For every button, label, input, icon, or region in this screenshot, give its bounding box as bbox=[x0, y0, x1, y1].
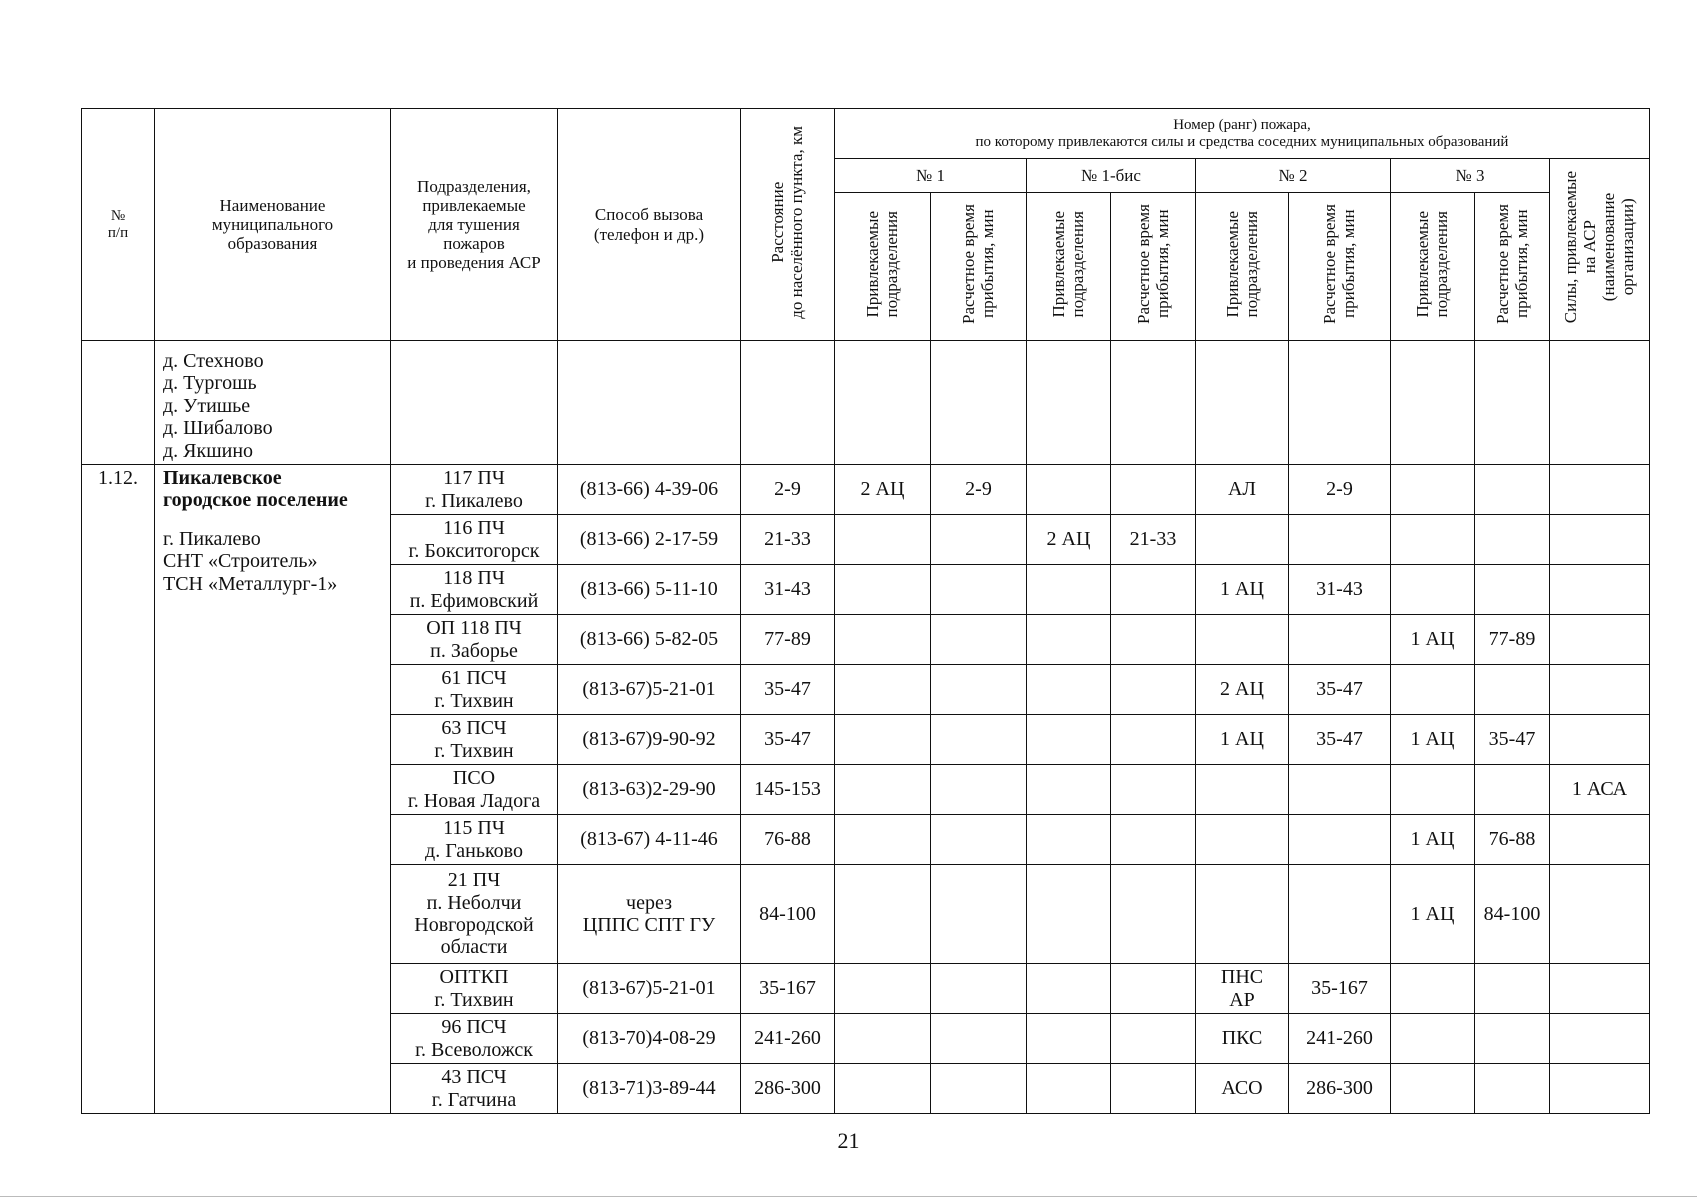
cell-dist: 35-167 bbox=[741, 964, 835, 1014]
cell-unit: 61 ПСЧ г. Тихвин bbox=[391, 665, 558, 715]
cell-r3u bbox=[1391, 1014, 1475, 1064]
cell-r2t bbox=[1289, 815, 1391, 865]
cell-r3u bbox=[1391, 964, 1475, 1014]
cell-r1bu: 2 АЦ bbox=[1027, 515, 1111, 565]
header-number: № п/п bbox=[82, 109, 155, 341]
header-rank2-time-label: Расчетное время прибытия, мин bbox=[1320, 204, 1359, 325]
cell-asr bbox=[1550, 1064, 1650, 1114]
cell-call: (813-67)5-21-01 bbox=[558, 964, 741, 1014]
cell-r1u bbox=[835, 665, 931, 715]
cell-r3u bbox=[1391, 665, 1475, 715]
cell-r3u: 1 АЦ bbox=[1391, 815, 1475, 865]
cell-call: (813-67)5-21-01 bbox=[558, 665, 741, 715]
cell-r3t bbox=[1475, 465, 1550, 515]
cell-r1u bbox=[835, 765, 931, 815]
table-row bbox=[82, 465, 1650, 515]
cell-asr bbox=[1550, 815, 1650, 865]
cell-r1u bbox=[835, 964, 931, 1014]
cell-r1u bbox=[835, 865, 931, 964]
cell-r1bt bbox=[1111, 665, 1196, 715]
cell-dist: 76-88 bbox=[741, 815, 835, 865]
cell-call: (813-67) 4-11-46 bbox=[558, 815, 741, 865]
cell-r1bu bbox=[1027, 964, 1111, 1014]
cell-r1bt bbox=[1111, 1014, 1196, 1064]
header-rank1-units-label: Привлекаемые подразделения bbox=[863, 210, 902, 318]
entry-municipality bbox=[155, 465, 391, 1114]
header-rank1bis-units bbox=[1027, 193, 1111, 341]
cell-r1u bbox=[835, 565, 931, 615]
header-rank1bis-units-label: Привлекаемые подразделения bbox=[1049, 210, 1088, 318]
cell-dist: 31-43 bbox=[741, 565, 835, 615]
cell-r1t bbox=[931, 1064, 1027, 1114]
cell-r2u bbox=[1196, 765, 1289, 815]
cell-dist: 35-47 bbox=[741, 665, 835, 715]
cell-r1bt bbox=[1111, 964, 1196, 1014]
continuation-number-cell bbox=[82, 341, 155, 465]
cell-unit: ОП 118 ПЧ п. Заборье bbox=[391, 615, 558, 665]
cell-r3u bbox=[1391, 515, 1475, 565]
cell-asr bbox=[1550, 865, 1650, 964]
cell-r1bt bbox=[1111, 865, 1196, 964]
cell-r3t bbox=[1475, 565, 1550, 615]
cell-r1bt bbox=[1111, 815, 1196, 865]
cell-r2t bbox=[1289, 615, 1391, 665]
cell-r1t bbox=[931, 565, 1027, 615]
header-rank3-time bbox=[1475, 193, 1550, 341]
cell-asr bbox=[1550, 665, 1650, 715]
cell-r2u: 1 АЦ bbox=[1196, 715, 1289, 765]
cell-r1u bbox=[835, 1064, 931, 1114]
table-body bbox=[82, 341, 1650, 1114]
cell-r3t bbox=[1475, 515, 1550, 565]
cell-r1bt bbox=[1111, 765, 1196, 815]
cell-r1bu bbox=[1027, 1014, 1111, 1064]
cell-r3t: 35-47 bbox=[1475, 715, 1550, 765]
cell-r2u: ПКС bbox=[1196, 1014, 1289, 1064]
continuation-settlements: д. Стехново д. Тургошь д. Утишье д. Шибалово д. Якшино bbox=[155, 341, 391, 465]
header-rank3-units-label: Привлекаемые подразделения bbox=[1413, 210, 1452, 318]
cell-r2t bbox=[1289, 765, 1391, 815]
cell-unit: 117 ПЧ г. Пикалево bbox=[391, 465, 558, 515]
cell-asr bbox=[1550, 1014, 1650, 1064]
cell-r1bt: 21-33 bbox=[1111, 515, 1196, 565]
header-rank2-units bbox=[1196, 193, 1289, 341]
cell-r1bt bbox=[1111, 465, 1196, 515]
cell-dist: 241-260 bbox=[741, 1014, 835, 1064]
cell-r2u: АСО bbox=[1196, 1064, 1289, 1114]
header-call-method: Способ вызова (телефон и др.) bbox=[558, 109, 741, 341]
page-number: 21 bbox=[837, 1128, 860, 1153]
cell-r1u bbox=[835, 615, 931, 665]
cell-r3u bbox=[1391, 765, 1475, 815]
cell-r2t: 31-43 bbox=[1289, 565, 1391, 615]
header-rank1-time bbox=[931, 193, 1027, 341]
scan-edge-bottom bbox=[0, 1196, 1697, 1197]
cell-unit: 115 ПЧ д. Ганьково bbox=[391, 815, 558, 865]
continuation-row bbox=[82, 341, 1650, 465]
cell-asr bbox=[1550, 964, 1650, 1014]
cell-r1bu bbox=[1027, 565, 1111, 615]
cell-r2u bbox=[1196, 615, 1289, 665]
cell-unit: 21 ПЧ п. Неболчи Новгородской области bbox=[391, 865, 558, 964]
cell-r2t bbox=[1289, 515, 1391, 565]
cell-r2t: 35-167 bbox=[1289, 964, 1391, 1014]
header-municipality: Наименование муниципального образования bbox=[155, 109, 391, 341]
municipality-name: Пикалевское городское поселение bbox=[163, 467, 348, 512]
cell-r3u bbox=[1391, 565, 1475, 615]
municipality-localities: г. Пикалево СНТ «Строитель» ТСН «Металлург-1» bbox=[163, 527, 338, 595]
cell-r3t bbox=[1475, 1014, 1550, 1064]
cell-r3u: 1 АЦ bbox=[1391, 715, 1475, 765]
cell-r3u bbox=[1391, 1064, 1475, 1114]
cell-r1t bbox=[931, 665, 1027, 715]
cell-dist: 286-300 bbox=[741, 1064, 835, 1114]
cell-r2u: ПНС АР bbox=[1196, 964, 1289, 1014]
cell-dist: 35-47 bbox=[741, 715, 835, 765]
cell-call: (813-70)4-08-29 bbox=[558, 1014, 741, 1064]
cell-r1bt bbox=[1111, 615, 1196, 665]
cell-dist: 84-100 bbox=[741, 865, 835, 964]
entry-number: 1.12. bbox=[82, 465, 155, 1114]
cell-r2t: 2-9 bbox=[1289, 465, 1391, 515]
cell-r2u bbox=[1196, 865, 1289, 964]
header-rank-1: № 1 bbox=[835, 159, 1027, 193]
cell-call: (813-63)2-29-90 bbox=[558, 765, 741, 815]
cell-call: (813-71)3-89-44 bbox=[558, 1064, 741, 1114]
header-rank1bis-time bbox=[1111, 193, 1196, 341]
cell-r1bu bbox=[1027, 1064, 1111, 1114]
cell-r1u: 2 АЦ bbox=[835, 465, 931, 515]
cell-unit: 116 ПЧ г. Бокситогорск bbox=[391, 515, 558, 565]
cell-asr bbox=[1550, 715, 1650, 765]
cell-r1bu bbox=[1027, 665, 1111, 715]
cell-r3u: 1 АЦ bbox=[1391, 865, 1475, 964]
cell-r1u bbox=[835, 815, 931, 865]
cell-unit: 96 ПСЧ г. Всеволожск bbox=[391, 1014, 558, 1064]
cell-r3t bbox=[1475, 1064, 1550, 1114]
cell-r2u bbox=[1196, 515, 1289, 565]
cell-r1t: 2-9 bbox=[931, 465, 1027, 515]
cell-r2t: 35-47 bbox=[1289, 665, 1391, 715]
cell-r1t bbox=[931, 515, 1027, 565]
header-rank2-units-label: Привлекаемые подразделения bbox=[1222, 210, 1261, 318]
cell-r1t bbox=[931, 1014, 1027, 1064]
header-rank1bis-time-label: Расчетное время прибытия, мин bbox=[1133, 204, 1172, 325]
cell-asr bbox=[1550, 615, 1650, 665]
cell-r2u bbox=[1196, 815, 1289, 865]
header-rank3-units bbox=[1391, 193, 1475, 341]
header-asr-forces bbox=[1550, 159, 1650, 341]
cell-r1t bbox=[931, 615, 1027, 665]
cell-r1t bbox=[931, 865, 1027, 964]
cell-r2t: 286-300 bbox=[1289, 1064, 1391, 1114]
fire-forces-table-sheet bbox=[81, 108, 1650, 1114]
cell-asr: 1 АСА bbox=[1550, 765, 1650, 815]
cell-dist: 145-153 bbox=[741, 765, 835, 815]
cell-asr bbox=[1550, 515, 1650, 565]
fire-forces-table bbox=[81, 108, 1650, 1114]
header-rank1-units bbox=[835, 193, 931, 341]
cell-r1bt bbox=[1111, 715, 1196, 765]
cell-dist: 2-9 bbox=[741, 465, 835, 515]
cell-r2u: АЛ bbox=[1196, 465, 1289, 515]
cell-r2u: 1 АЦ bbox=[1196, 565, 1289, 615]
header-distance-label: Расстояние до населённого пункта, км bbox=[768, 125, 807, 319]
cell-call: (813-67)9-90-92 bbox=[558, 715, 741, 765]
cell-r1bu bbox=[1027, 865, 1111, 964]
cell-r1bu bbox=[1027, 715, 1111, 765]
cell-r3t: 76-88 bbox=[1475, 815, 1550, 865]
cell-asr bbox=[1550, 465, 1650, 515]
cell-r3u bbox=[1391, 465, 1475, 515]
header-rank2-time bbox=[1289, 193, 1391, 341]
cell-call: (813-66) 2-17-59 bbox=[558, 515, 741, 565]
cell-r1bu bbox=[1027, 615, 1111, 665]
cell-r2t: 241-260 bbox=[1289, 1014, 1391, 1064]
cell-call: (813-66) 5-82-05 bbox=[558, 615, 741, 665]
cell-unit: ПСО г. Новая Ладога bbox=[391, 765, 558, 815]
cell-unit: 63 ПСЧ г. Тихвин bbox=[391, 715, 558, 765]
header-rank3-time-label: Расчетное время прибытия, мин bbox=[1492, 204, 1531, 325]
cell-unit: ОПТКП г. Тихвин bbox=[391, 964, 558, 1014]
header-units: Подразделения, привлекаемые для тушения пожаров и проведения АСР bbox=[391, 109, 558, 341]
cell-r1t bbox=[931, 715, 1027, 765]
header-fire-rank: Номер (ранг) пожара, по которому привлекаются силы и средства соседних муниципальных образований bbox=[835, 109, 1650, 159]
cell-r1bu bbox=[1027, 765, 1111, 815]
header-asr-forces-label: Силы, привлекаемые на АСР (наименование организации) bbox=[1561, 170, 1638, 324]
header-rank-2: № 2 bbox=[1196, 159, 1391, 193]
cell-call: (813-66) 5-11-10 bbox=[558, 565, 741, 615]
cell-r1u bbox=[835, 515, 931, 565]
cell-r1u bbox=[835, 1014, 931, 1064]
cell-r1bt bbox=[1111, 565, 1196, 615]
cell-r1bu bbox=[1027, 815, 1111, 865]
cell-unit: 118 ПЧ п. Ефимовский bbox=[391, 565, 558, 615]
cell-r3t bbox=[1475, 765, 1550, 815]
cell-r2t: 35-47 bbox=[1289, 715, 1391, 765]
header-rank1-time-label: Расчетное время прибытия, мин bbox=[959, 204, 998, 325]
cell-dist: 21-33 bbox=[741, 515, 835, 565]
cell-call: (813-66) 4-39-06 bbox=[558, 465, 741, 515]
cell-r3t bbox=[1475, 665, 1550, 715]
cell-r2t bbox=[1289, 865, 1391, 964]
cell-r3t bbox=[1475, 964, 1550, 1014]
cell-r1bu bbox=[1027, 465, 1111, 515]
cell-r1t bbox=[931, 765, 1027, 815]
cell-r3t: 84-100 bbox=[1475, 865, 1550, 964]
cell-r1bt bbox=[1111, 1064, 1196, 1114]
header-distance bbox=[741, 109, 835, 341]
header-rank-1bis: № 1-бис bbox=[1027, 159, 1196, 193]
cell-dist: 77-89 bbox=[741, 615, 835, 665]
cell-r3u: 1 АЦ bbox=[1391, 615, 1475, 665]
cell-r3t: 77-89 bbox=[1475, 615, 1550, 665]
cell-asr bbox=[1550, 565, 1650, 615]
header-rank-3: № 3 bbox=[1391, 159, 1550, 193]
cell-r1t bbox=[931, 815, 1027, 865]
cell-r1u bbox=[835, 715, 931, 765]
cell-r2u: 2 АЦ bbox=[1196, 665, 1289, 715]
cell-call: через ЦППС СПТ ГУ bbox=[558, 865, 741, 964]
cell-unit: 43 ПСЧ г. Гатчина bbox=[391, 1064, 558, 1114]
cell-r1t bbox=[931, 964, 1027, 1014]
